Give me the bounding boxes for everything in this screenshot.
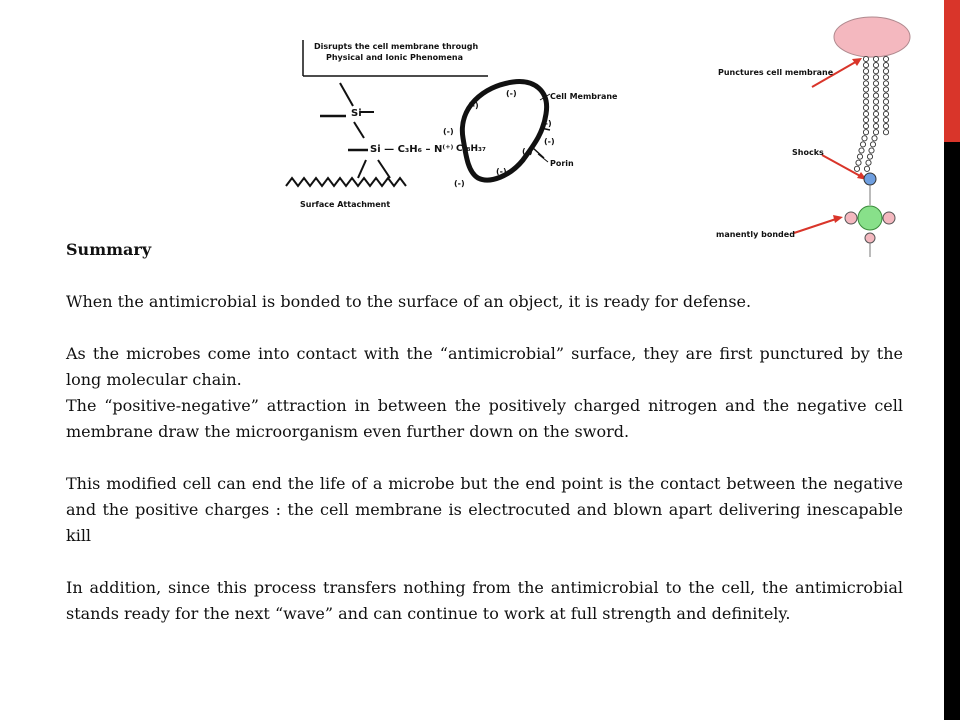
chain-bead [863, 75, 868, 80]
chain-bead [873, 117, 878, 122]
chain-bead [863, 81, 868, 86]
summary-paragraph-5: In addition, since this process transfers nothing from the antimicrobial to the cell, the antimicrobial stands ready for the next “wave” and can continue to work at full strength and definitely. [66, 578, 903, 623]
chain-bead [873, 87, 878, 92]
chain-beads [854, 56, 888, 171]
chain-bead [873, 124, 878, 129]
summary-paragraph-4: This modified cell can end the life of a microbe but the end point is the contact between the negative and the positive charges : the cell membrane is electrocuted and blown apart delivering inescapable kill [66, 474, 903, 545]
chain-drawing [712, 15, 920, 257]
chain-bead [873, 81, 878, 86]
porin-label: Porin [550, 159, 574, 168]
charge-label: (-) [522, 147, 533, 156]
chain-bead [873, 130, 878, 135]
bonded-label: manently bonded [716, 230, 795, 239]
chain-bead [866, 160, 871, 165]
chain-bead [873, 93, 878, 98]
punctures-label: Punctures cell membrane [718, 68, 834, 77]
chain-bead [883, 87, 888, 92]
chain-figure [712, 15, 920, 257]
charge-label: (-) [541, 119, 552, 128]
surface-attachment-label: Surface Attachment [300, 200, 391, 209]
chain-bead [856, 160, 861, 165]
chain-bead [883, 111, 888, 116]
chain-bead [869, 148, 874, 153]
chain-bead [863, 56, 868, 61]
chain-bead [883, 63, 888, 68]
chain-bead [863, 130, 868, 135]
summary-paragraph-3: The “positive-negative” attraction in between the positively charged nitrogen and the negative cell membrane draw the microorganism even further down on the sword. [66, 396, 903, 441]
chain-bead [883, 69, 888, 74]
chain-bead [863, 124, 868, 129]
chain-bead [883, 56, 888, 61]
chain-bead [862, 136, 867, 141]
figure-caption-line2: Physical and Ionic Phenomena [326, 53, 464, 62]
right-edge-accent [944, 0, 960, 142]
chain-bead [863, 69, 868, 74]
tail-label: C₁₈H₃₇ [456, 144, 486, 154]
chain-bead [873, 99, 878, 104]
charge-label: (-) [454, 179, 465, 188]
chain-bead [870, 142, 875, 147]
chain-bead [859, 148, 864, 153]
chain-bead [863, 105, 868, 110]
chain-bead [873, 63, 878, 68]
shocks-label: Shocks [792, 148, 824, 157]
microbe-cell [834, 17, 910, 57]
charge-label: (-) [468, 101, 479, 110]
chain-bead [867, 154, 872, 159]
chain-bead [883, 130, 888, 135]
nitrogen-atom [864, 173, 876, 185]
chain-bead [854, 166, 859, 171]
chain-bead [863, 63, 868, 68]
chain-bead [863, 117, 868, 122]
chain-bead [883, 124, 888, 129]
chain-bead [863, 99, 868, 104]
chain-bead [863, 111, 868, 116]
chain-bead [883, 105, 888, 110]
chain-bead [857, 154, 862, 159]
charge-label: (-) [544, 137, 555, 146]
silicon-atom [858, 206, 882, 230]
chain-bead [883, 117, 888, 122]
mechanism-figure [278, 38, 623, 218]
summary-paragraph-2: As the microbes come into contact with the “antimicrobial” surface, they are first punctured by the long molecular chain. [66, 344, 903, 389]
summary-paragraph-1: When the antimicrobial is bonded to the surface of an object, it is ready for defense. [66, 292, 752, 311]
chain-label: Si — C₃H₆ – N⁽⁺⁾ [370, 144, 454, 155]
chain-bead [873, 111, 878, 116]
chain-bead [864, 166, 869, 171]
chain-bead [873, 56, 878, 61]
chain-bead [863, 87, 868, 92]
chain-bead [860, 142, 865, 147]
chain-bead [873, 69, 878, 74]
figure-caption-line1: Disrupts the cell membrane through [314, 42, 479, 51]
summary-title: Summary [66, 240, 152, 259]
silicon-label: Si [351, 108, 362, 119]
chain-bead [873, 75, 878, 80]
chain-bead [883, 81, 888, 86]
cell-membrane-label: Cell Membrane [550, 92, 618, 101]
chain-bead [872, 136, 877, 141]
chain-bead [863, 93, 868, 98]
chain-bead [883, 75, 888, 80]
charge-label: (-) [496, 167, 507, 176]
summary-section [66, 237, 903, 627]
chain-bead [873, 105, 878, 110]
chain-bead [883, 99, 888, 104]
charge-label: (-) [443, 127, 454, 136]
charge-label: (-) [506, 89, 517, 98]
chain-bead [883, 93, 888, 98]
